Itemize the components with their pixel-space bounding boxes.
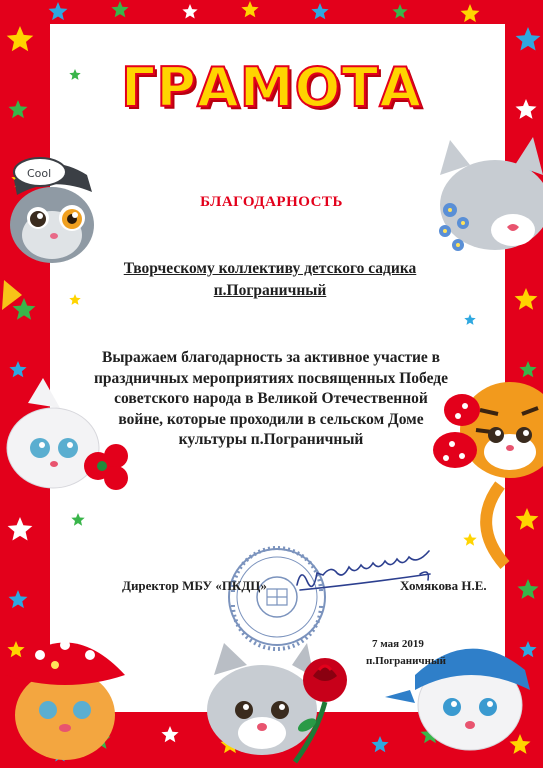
star-icon <box>71 513 84 526</box>
star-icon <box>463 533 476 546</box>
gratitude-line: войне, которые проходили в сельском Доме <box>118 410 424 428</box>
signatory-name: Хомякова Н.Е. <box>400 578 487 593</box>
certificate-heading: ГРАМОТА <box>120 56 423 119</box>
gratitude-line: советского народа в Великой Отечественной <box>114 390 428 408</box>
svg-text:Cool: Cool <box>27 167 52 180</box>
recipient <box>100 258 440 301</box>
signatory-title: Директор МБУ «ПКДЦ» <box>122 578 267 593</box>
gratitude-line: праздничных мероприятиях посвященных Победе <box>94 369 448 387</box>
kitten-grey-icon <box>207 643 317 755</box>
star-icon <box>464 314 475 325</box>
gratitude-text <box>80 348 462 451</box>
issue-place: п.Пограничный <box>366 655 446 667</box>
recipient-line: п.Пограничный <box>213 281 327 299</box>
gratitude-line: культуры п.Пограничный <box>178 431 364 449</box>
issue-date: 7 мая 2019 <box>372 638 424 650</box>
recipient-line: Творческому коллективу детского садика <box>123 260 417 277</box>
certificate-subheading: БЛАГОДАРНОСТЬ <box>200 194 343 210</box>
star-icon <box>69 294 80 305</box>
gratitude-line: Выражаем благодарность за активное участие в <box>101 349 440 366</box>
stamp-seal-icon <box>229 548 325 649</box>
